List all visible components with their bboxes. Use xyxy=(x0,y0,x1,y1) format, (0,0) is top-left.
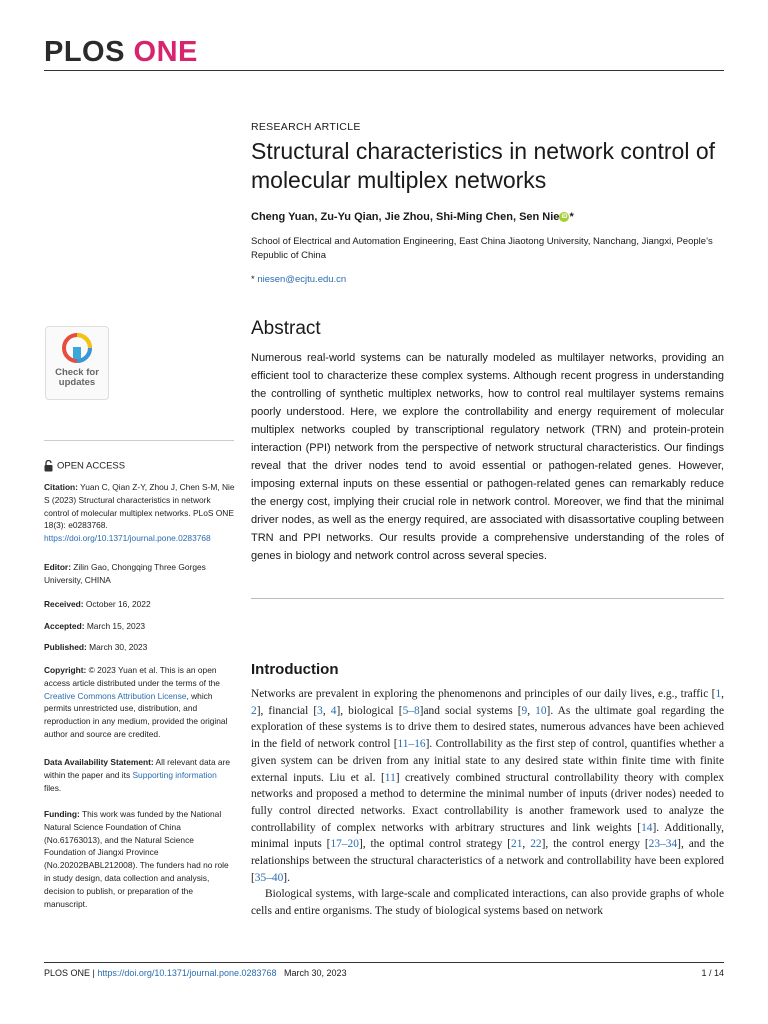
intro-paragraph-2: Biological systems, with large-scale and complicated interactions, can also provide graphs of whole cells and entire organisms. The study of biological systems based on network xyxy=(251,888,724,918)
copyright-pre: © 2023 Yuan et al. This is an open access article distributed under the terms of the xyxy=(44,665,220,688)
intro-text-segment: ], the optimal control strategy [ xyxy=(358,838,512,851)
footer-citation xyxy=(44,968,347,978)
intro-text-segment: , xyxy=(721,688,724,700)
crossmark-icon xyxy=(62,333,92,363)
reference-link[interactable]: 10 xyxy=(535,704,547,717)
reference-link[interactable]: 21 xyxy=(511,838,523,851)
intro-text-segment: ], and the relationships between the structural characteristics of a network and controllability have been explored [ xyxy=(251,838,724,884)
published-label: Published: xyxy=(44,642,87,652)
data-availability-post: files. xyxy=(44,782,62,793)
reference-link[interactable]: 11–16 xyxy=(397,738,426,751)
email-line xyxy=(251,274,724,285)
introduction-body xyxy=(251,686,724,920)
intro-text-segment: , xyxy=(527,704,536,717)
supporting-info-link[interactable]: Supporting information xyxy=(132,769,217,780)
intro-text-segment: ], biological [ xyxy=(336,704,403,717)
introduction-heading: Introduction xyxy=(251,661,339,678)
citation-block xyxy=(44,481,236,545)
sidebar-divider xyxy=(44,440,234,441)
reference-link[interactable]: 2 xyxy=(251,704,257,717)
reference-link[interactable]: 1 xyxy=(715,688,722,700)
open-lock-icon xyxy=(44,460,53,472)
page-number: 1 / 14 xyxy=(701,968,724,978)
reference-link[interactable]: 5–8 xyxy=(402,704,420,717)
copyright-label: Copyright: xyxy=(44,665,87,675)
published-text: March 30, 2023 xyxy=(86,642,148,652)
header-divider xyxy=(44,70,724,71)
received-label: Received: xyxy=(44,599,84,609)
intro-text-segment: ], the control energy [ xyxy=(541,838,649,851)
received-block xyxy=(44,598,236,611)
authors-text: Cheng Yuan, Zu-Yu Qian, Jie Zhou, Shi-Ming Chen, Sen Nie xyxy=(251,211,560,223)
accepted-block xyxy=(44,620,236,633)
reference-link[interactable]: 11 xyxy=(384,771,396,784)
open-access-label xyxy=(44,460,236,473)
reference-link[interactable]: 22 xyxy=(530,838,542,851)
intro-text-segment: ]and social systems [ xyxy=(419,704,522,717)
footer-divider xyxy=(44,962,724,963)
citation-doi-link[interactable]: https://doi.org/10.1371/journal.pone.0283768 xyxy=(44,533,211,544)
funding-block xyxy=(44,808,236,910)
intro-text-segment: ], financial [ xyxy=(256,704,318,717)
accepted-label: Accepted: xyxy=(44,621,85,631)
intro-text-segment: ]. xyxy=(283,871,290,884)
intro-text-segment: ]. Controllability as the first step of control, quantifies whether a given system can be driven from any initial state to any desired state within finite time with finite external inputs. Liu et al. [ xyxy=(251,738,725,784)
intro-paragraph-1 xyxy=(251,686,724,886)
footer-journal: PLOS ONE | xyxy=(44,968,98,978)
data-availability-pre: All relevant data are within the paper and its xyxy=(44,757,231,780)
logo-one: ONE xyxy=(133,36,198,68)
reference-link[interactable]: 17–20 xyxy=(330,838,359,851)
data-availability-block xyxy=(44,756,236,794)
article-type: RESEARCH ARTICLE xyxy=(251,121,361,133)
intro-text-segment: , xyxy=(322,704,331,717)
funding-label: Funding: xyxy=(44,809,80,819)
footer-doi-link[interactable]: https://doi.org/10.1371/journal.pone.0283768 xyxy=(97,968,277,978)
email-prefix: * xyxy=(251,274,258,285)
reference-link[interactable]: 4 xyxy=(330,704,337,717)
editor-text: Zilin Gao, Chongqing Three Gorges University, CHINA xyxy=(44,562,206,585)
abstract-divider xyxy=(251,598,724,599)
received-text: October 16, 2022 xyxy=(83,599,151,609)
intro-text-segment: ] creatively combined structural controllability theory with complex networks and proposed a method to determine the minimal number of inputs (driver nodes) needed to fully control directed networks. Exact controllability is another framework used to analyze the controllability of complex networks with arbitrary structures and link weights [ xyxy=(251,771,725,834)
copyright-block xyxy=(44,664,236,741)
intro-text-segment: ]. Additionally, minimal inputs [ xyxy=(251,821,724,851)
reference-link[interactable]: 14 xyxy=(641,821,653,834)
footer-date: March 30, 2023 xyxy=(284,968,347,978)
logo-plos: PLOS xyxy=(44,36,125,68)
affiliation: School of Electrical and Automation Engineering, East China Jiaotong University, Nanchang, Jiangxi, People’s Republic of China xyxy=(251,236,713,261)
data-availability-label: Data Availability Statement: xyxy=(44,757,154,767)
funding-text: This work was funded by the National Natural Science Foundation of China (No.61763013), and the Natural Science Foundation of Jiangxi Province (No.20202BABL212008). The funders had no role in study design, data collection and analysis, decision to publish, or preparation of the manuscript. xyxy=(44,809,229,909)
corresponding-mark: * xyxy=(569,211,574,223)
intro-text-segment: , xyxy=(522,838,531,851)
citation-text: Yuan C, Qian Z-Y, Zhou J, Chen S-M, Nie S (2023) Structural characteristics in network control of molecular multiplex networks. PLoS ONE 18(3): e0283768. xyxy=(44,482,235,531)
abstract-text: Numerous real-world systems can be naturally modeled as multilayer networks, providing an efficient tool to characterize these complex systems. Although recent progress in understanding the controlling of synthetic multiplex networks, how to control real multilayer systems remains poorly understood. Here, we explore the controllability and energy requirement of molecular multiplex networks coupled by transcriptional regulatory network (TRN) and protein-protein interaction (PPI) network from the perspective of network structural characteristics. Our findings reveal that the driver nodes tend to avoid essential or pathogen-related genes. However, imposing external inputs on these essential or pathogen-related genes can remarkably reduce the energy cost, implying their crucial role in network control. Moreover, we find that the minimal driver nodes, as well as the energy required, are associated with disassortative coupling between TRN and PPI networks. Our results provide a comprehensive understanding of the roles of genes in biology and network control across several species. xyxy=(251,352,724,562)
editor-block xyxy=(44,561,236,587)
intro-text-segment: ]. As the ultimate goal regarding the exploration of these systems is to drive them to desired states, numerous advances have been achieved in the field of network control [ xyxy=(251,704,725,751)
reference-link[interactable]: 9 xyxy=(521,704,528,717)
author-list xyxy=(251,211,724,223)
intro-text-segment: Networks are prevalent in exploring the phenomenons and principles of our daily lives, e.g., traffic [ xyxy=(251,688,716,700)
editor-label: Editor: xyxy=(44,562,71,572)
badge-line-2: updates xyxy=(58,377,96,388)
reference-link[interactable]: 23–34 xyxy=(648,838,678,851)
check-for-updates-badge[interactable] xyxy=(45,326,109,400)
orcid-icon[interactable]: iD xyxy=(561,214,568,221)
open-access-text: OPEN ACCESS xyxy=(57,460,126,472)
abstract-heading: Abstract xyxy=(251,318,321,339)
accepted-text: March 15, 2023 xyxy=(84,621,146,631)
reference-link[interactable]: 35–40 xyxy=(254,871,284,884)
published-block xyxy=(44,641,236,654)
email-link[interactable]: niesen@ecjtu.edu.cn xyxy=(257,274,347,285)
article-title: Structural characteristics in network control of molecular multiplex networks xyxy=(251,138,716,193)
reference-link[interactable]: 3 xyxy=(317,704,323,717)
copyright-post: , which permits unrestricted use, distribution, and reproduction in any medium, provided the original author and source are credited. xyxy=(44,690,228,739)
citation-label: Citation: xyxy=(44,482,78,492)
badge-line-1: Check for xyxy=(55,367,99,378)
license-link[interactable]: Creative Commons Attribution License xyxy=(44,690,187,701)
journal-logo xyxy=(44,36,198,69)
